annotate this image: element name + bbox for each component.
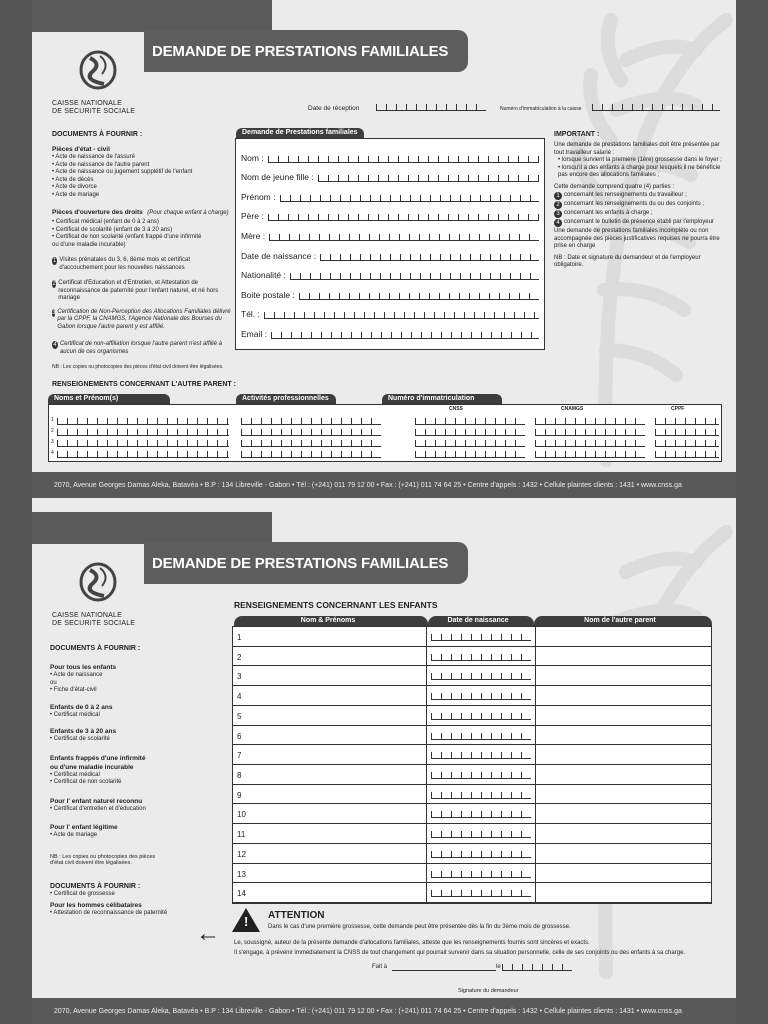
form-field-label: Boite postale : [241,289,295,300]
table-row [233,647,711,667]
other-parent-cell[interactable] [535,726,711,745]
form-field-row [241,300,539,320]
cell-input[interactable] [415,439,525,447]
other-parent-cell[interactable] [535,864,711,883]
table-row [49,437,721,448]
name-cell[interactable] [233,864,427,883]
cell-input[interactable] [57,450,229,458]
doc-item-1 [52,257,232,272]
important-section [554,130,722,270]
form-field-input[interactable] [269,233,539,241]
form-field-input[interactable] [280,194,540,202]
group-0-2: Enfants de 0 à 2 ans [50,703,113,711]
important-part-text: concernant les renseignements du ou des conjoints ; [564,201,705,207]
form-field-row [241,241,539,261]
table-row [233,745,711,765]
form-page-1 [32,0,736,512]
important-b2: • lorsqu'il a des enfants à charge pour lesquels il ne bénéficie pas encore des allocations familiales ; [558,164,721,178]
group-infirmite-items [50,772,220,787]
group-naturel-items [50,806,220,814]
form-field-input[interactable] [290,272,539,280]
col-date-naissance: Date de naissance [428,616,534,626]
important-b1: • lorsque survient la première (1ère) grossesse dans le foyer ; [558,157,722,163]
cell-input[interactable] [655,439,719,447]
cell-input[interactable] [535,450,645,458]
tab-noms: Noms et Prénom(s) [48,394,170,404]
form-field-label: Père : [241,211,264,222]
group-0-2-items [50,712,220,720]
other-parent-cell[interactable] [535,647,711,666]
number-3-icon: 3 [554,210,562,218]
date-reception-field[interactable] [376,103,486,111]
cell-input[interactable] [535,417,645,425]
form-field-input[interactable] [299,292,539,300]
name-cell[interactable] [233,785,427,804]
doc-item-3-text: Certification de Non-Perception des Allocations Familiales délivré par la CPPF, la CNAMGS, l'Agence Nationale des Bourses du Gabon lorsque l'autre parent y est affilié. [57,308,231,330]
birthdate-input[interactable] [431,889,531,897]
important-part-text: concernant les renseignements du travailleur ; [564,192,687,198]
doc-item-3 [52,309,232,332]
header-block [32,512,272,544]
col-cnss: CNSS [449,406,463,412]
cell-input[interactable] [241,450,381,458]
table-row [233,765,711,785]
form-field-row [241,280,539,300]
birthdate-input[interactable] [431,633,531,641]
droits-note: (Pour chaque enfant à charge) [147,210,229,216]
documents-section [52,130,232,370]
warning-icon: ! [232,908,260,937]
form-field-label: Nom de jeune fille : [241,172,314,183]
row-number: 9 [237,790,242,800]
number-4-icon: 4 [53,342,57,348]
org-name-line2: DE SECURITE SOCIALE [52,108,136,115]
documents-heading-3: DOCUMENTS À FOURNIR : [50,882,141,890]
birthdate-input[interactable] [431,751,531,759]
important-parts [554,192,722,227]
group-celibataires: Pour les hommes célibataires [50,902,142,909]
other-parent-cell[interactable] [535,745,711,764]
table-row [233,666,711,686]
number-1-icon: 1 [53,258,57,264]
group-naturel: Pour l' enfant naturel reconnu [50,797,143,805]
droits-item: • Certificat de scolarité (enfant de 3 à 20 ans) [52,226,173,233]
cell-input[interactable] [655,450,719,458]
birthdate-input[interactable] [431,830,531,838]
table-row [233,686,711,706]
number-2-icon: 2 [554,201,562,209]
name-cell[interactable] [233,745,427,764]
droits-item: • Certificat de non scolarité (enfant frappé d'une infirmité [52,234,202,240]
doc-item-2-text: Certificat d'Education et d'Entretien, et Attestation de reconnaissance de paternité pour l'enfant naturel, et né hors mariage [58,280,219,301]
important-part [554,192,722,200]
form-tab: Demande de Prestations familiales [236,128,364,138]
group-3-20: Enfants de 3 à 20 ans [50,728,117,735]
group-infirmite-2: ou d'une maladie incurable [50,763,134,771]
header-block [32,0,272,32]
important-p3: Une demande de prestations familiales incomplète ou non accompagnée des pièces justificatives requises ne pourra être prise en charge [554,228,720,249]
immat-caisse-label: Numéro d'immatriculation à la caisse [500,106,582,112]
droits-item: • Certificat médical (enfant de 0 à 2 ans) [52,219,159,225]
civil-item: • Acte de mariage [52,191,100,198]
important-part [554,201,722,209]
group-infirmite: Enfants frappés d'une infirmité [50,754,146,762]
birthdate-input[interactable] [431,850,531,858]
other-parent-cell[interactable] [535,824,711,843]
documents-section-2 [50,644,220,918]
footer: 2070, Avenue Georges Damas Aleka, Batavéa • B.P : 134 Libreville - Gabon • Tél : (+241) 011 79 12 00 • Fax : (+241) 011 74 64 25 • Centre d'appels : 1432 • Cellule plaintes clients : 1431 • www.cnss.ga [32,472,736,498]
org-name [52,100,135,116]
birthdate-input[interactable] [431,692,531,700]
doc-item: • Certificat de scolarité [50,736,110,742]
signature-label: Signature du demandeur [458,988,519,994]
name-cell[interactable] [233,706,427,725]
doc-item: ou [50,679,57,686]
name-cell[interactable] [233,804,427,823]
other-parent-cell[interactable] [535,883,711,902]
row-number: 4 [51,450,54,456]
civil-item: • Acte de naissance ou jugement supplétif de l'enfant [52,169,193,175]
row-number: 3 [51,439,54,445]
row-number: 2 [51,428,54,434]
documents-heading-2: DOCUMENTS À FOURNIR : [50,645,141,652]
name-cell[interactable] [233,647,427,666]
doc-item: • Certificat médical [50,711,100,718]
cell-input[interactable] [241,428,381,436]
number-2-icon: 2 [52,281,56,287]
row-number: 1 [51,417,54,423]
form-field-row [241,163,539,183]
table-row [233,785,711,805]
declaration-1: Le, soussigné, auteur de la présente demande d'allocations familiales, atteste que les renseignements fournis sont sincères et exacts. [234,940,590,946]
important-nb: NB : Date et signature du demandeur et de l'employeur obligatoire. [554,254,701,268]
doc-item: • Certificat d'entretien et d'éducation [50,805,146,812]
org-name-line2: DE SECURITE SOCIALE [52,620,136,627]
doc-item: • Certificat médical [50,771,100,778]
cnss-logo-icon [78,562,118,606]
group-all-children-items [50,672,220,695]
name-cell[interactable] [233,844,427,863]
date-field[interactable] [502,963,572,971]
doc-item-1-text: Visites prénatales du 3, 6, 8ème mois et certificat d'accouchement pour les nouvelles naissances [59,257,190,271]
row-number: 6 [237,731,242,741]
row-number: 1 [237,633,242,642]
form-field-label: Nom : [241,152,264,163]
cell-input[interactable] [241,439,381,447]
attention-heading: ATTENTION [268,910,325,921]
name-cell[interactable] [233,627,427,646]
birthdate-input[interactable] [431,672,531,680]
table-row [49,426,721,437]
arrow-left-icon: ← [196,920,220,947]
row-number: 7 [237,751,242,761]
table-row [233,726,711,746]
cell-input[interactable] [655,417,719,425]
col-cnamgs: CNAMGS [561,406,584,412]
cell-input[interactable] [57,439,229,447]
cell-input[interactable] [415,450,525,458]
table-row [233,804,711,824]
table-row [233,883,711,903]
form-field-input[interactable] [264,311,539,319]
cell-input[interactable] [415,417,525,425]
form-field-label: Email : [241,328,267,339]
fait-field[interactable] [392,970,496,971]
form-field-row [241,182,539,202]
row-number: 10 [237,810,246,820]
col-nom-prenoms: Nom & Prénoms [234,616,428,626]
form-field-row [241,261,539,281]
cell-input[interactable] [535,428,645,436]
date-reception-label: Date de réception [308,105,360,112]
table-row [233,706,711,726]
row-number: 12 [237,849,246,859]
other-parent-cell[interactable] [535,844,711,863]
table-row [49,448,721,459]
form-field-label: Mère : [241,230,266,241]
row-number: 5 [237,711,242,721]
group-legitime: Pour l' enfant légitime [50,824,118,831]
cell-input[interactable] [415,428,525,436]
droits-item: ou d'une maladie incurable) [52,241,126,248]
cell-input[interactable] [57,417,229,425]
org-name-line1: CAISSE NATIONALE [52,100,122,107]
documents-heading: DOCUMENTS À FOURNIR : [52,131,143,138]
other-parent-cell[interactable] [535,686,711,705]
number-1-icon: 1 [554,192,562,200]
org-name-line1: CAISSE NATIONALE [52,612,122,619]
important-heading: IMPORTANT : [554,131,600,138]
civil-item: • Acte de divorce [52,184,97,190]
children-heading: RENSEIGNEMENTS CONCERNANT LES ENFANTS [234,600,438,610]
cnss-logo-icon [78,50,118,94]
col-autre-parent: Nom de l'autre parent [534,616,712,626]
children-table [232,626,712,904]
form-field-label: Prénom : [241,191,276,202]
form-field-row [241,202,539,222]
other-parent-heading: RENSEIGNEMENTS CONCERNANT L'AUTRE PARENT : [52,381,236,388]
civil-item: • Acte de naissance de l'assuré [52,154,135,160]
attention-text: Dans le cas d'une première grossesse, cette demande peut être présentée dès la fin du 3ème mois de grossesse. [268,924,571,930]
doc-item: • Acte de naissance [50,672,103,678]
declaration-2: Il s'engage, à prévenir immédiatement la CNSS de tout changement qui pourrait survenir dans sa situation personnelle, celle de ses conjoints ou des enfants à sa charge. [234,950,686,956]
name-cell[interactable] [233,726,427,745]
group-3-20-items [50,736,220,744]
other-parent-cell[interactable] [535,785,711,804]
name-cell[interactable] [233,686,427,705]
form-field-label: Date de naissance : [241,250,317,261]
form-field-input[interactable] [320,253,539,261]
doc-item: • Certificat de non scolarité [50,779,122,785]
form-field-row [241,221,539,241]
cell-input[interactable] [241,417,381,425]
applicant-form [235,138,545,350]
civil-item: • Acte de naissance de l'autre parent [52,161,150,168]
birthdate-input[interactable] [431,653,531,661]
form-field-label: Tél. : [241,309,260,320]
important-part-text: concernant les enfants à charge ; [564,210,653,216]
doc-item: • Fiche d'état-civil [50,687,97,693]
number-4-icon: 4 [554,219,562,227]
doc-item-2 [52,280,232,303]
cell-input[interactable] [57,428,229,436]
other-parent-table [48,404,722,462]
doc-paternite: • Attestation de reconnaissance de paternité [50,910,168,916]
group-all-children: Pour tous les enfants [50,664,117,671]
row-number: 13 [237,869,246,879]
le-label: le [496,964,501,970]
important-p1: Une demande de prestations familiales doit être présentée par tout travailleur salarié : [554,142,720,156]
table-row [233,824,711,844]
form-field-input[interactable] [268,213,539,221]
row-number: 8 [237,771,242,780]
docs-nb-2: NB : Les copies ou photocopies des pièces d'état civil doivent être légalisées. [50,853,156,866]
form-field-row [241,319,539,339]
cell-input[interactable] [535,439,645,447]
birthdate-input[interactable] [431,791,531,799]
row-number: 4 [237,692,242,702]
tab-immatriculation: Numéro d'immatriculation [382,394,502,404]
other-parent-cell[interactable] [535,627,711,646]
form-field-input[interactable] [268,155,539,163]
immat-caisse-field[interactable] [592,103,720,111]
page-title: DEMANDE DE PRESTATIONS FAMILIALES [144,30,468,72]
form-field-input[interactable] [318,174,539,182]
civil-item: • Acte de décès [52,176,94,183]
birthdate-input[interactable] [431,771,531,779]
table-row [233,844,711,864]
form-field-label: Nationalité : [241,270,286,281]
important-part-text: concernant le bulletin de présence établi par l'employeur [564,219,714,225]
col-cppf: CPPF [671,406,685,412]
civil-list [52,154,232,199]
docs-nb: NB : Les copies ou photocopies des pièces d'état civil doivent être légalisées. [52,364,224,370]
civil-heading: Pièces d'état - civil [52,146,110,153]
birthdate-input[interactable] [431,870,531,878]
row-number: 11 [237,830,246,840]
form-field-input[interactable] [271,331,539,339]
droits-list [52,219,232,249]
birthdate-input[interactable] [431,810,531,818]
tab-activites: Activités professionnelles [236,394,336,404]
important-part [554,219,722,227]
other-parent-cell[interactable] [535,765,711,784]
droits-heading: Pièces d'ouverture des droits [52,209,143,216]
row-number: 2 [237,652,242,662]
important-p2: Cette demande comprend quatre (4) parties : [554,183,675,190]
doc-grossesse: • Certificat de grossesse [50,890,115,897]
name-cell[interactable] [233,666,427,685]
table-row [233,627,711,647]
group-legitime-items [50,832,220,840]
footer: 2070, Avenue Georges Damas Aleka, Batavéa • B.P : 134 Libreville - Gabon • Tél : (+241) 011 79 12 00 • Fax : (+241) 011 74 64 25 • Centre d'appels : 1432 • Cellule plaintes clients : 1431 • www.cnss.ga [32,998,736,1024]
name-cell[interactable] [233,765,427,784]
fait-label: Fait à [372,964,388,970]
number-3-icon: 3 [52,309,56,316]
table-row [233,864,711,884]
doc-item-4-text: Certificat de non-affiliation lorsque l'autre parent n'est affilié à aucun de ces organismes [59,341,222,355]
birthdate-input[interactable] [431,712,531,720]
page-title: DEMANDE DE PRESTATIONS FAMILIALES [144,542,468,584]
form-page-2 [32,512,736,1024]
birthdate-input[interactable] [431,732,531,740]
table-row [49,415,721,426]
name-cell[interactable] [233,883,427,902]
doc-item: • Acte de mariage [50,832,98,838]
other-parent-cell[interactable] [535,706,711,725]
important-part [554,210,722,218]
doc-item-4 [52,341,232,356]
name-cell[interactable] [233,824,427,843]
org-name [52,612,135,628]
row-number: 14 [237,889,246,899]
cell-input[interactable] [655,428,719,436]
other-parent-cell[interactable] [535,666,711,685]
row-number: 3 [237,672,242,682]
form-field-row [241,143,539,163]
other-parent-cell[interactable] [535,804,711,823]
